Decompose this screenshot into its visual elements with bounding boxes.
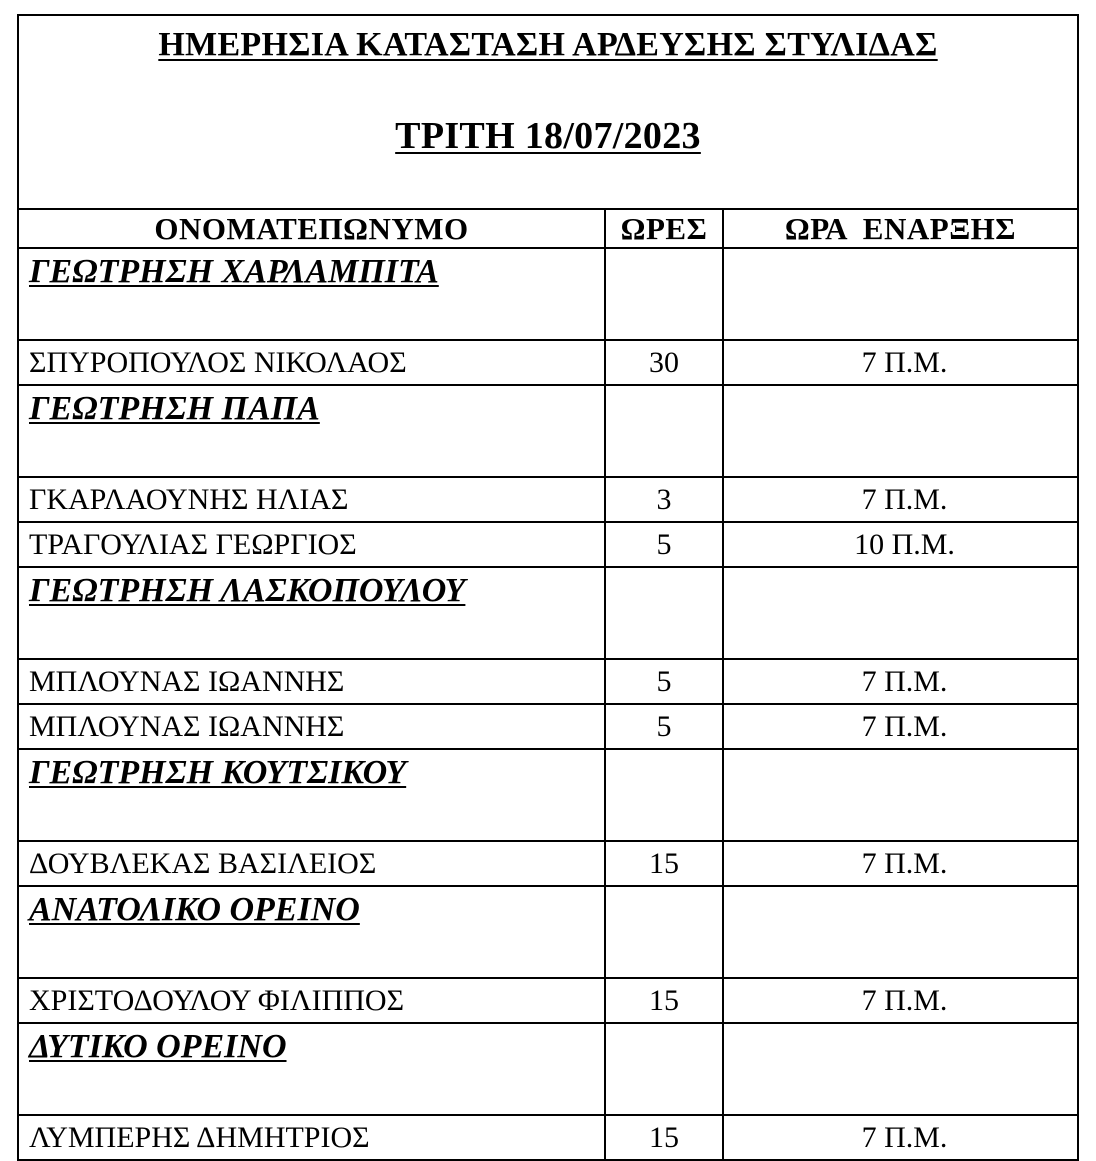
title-cell (18, 15, 1078, 209)
column-header-row (18, 209, 1078, 248)
table-row (18, 1115, 1078, 1160)
group-hours-cell (605, 385, 723, 477)
group-label: ΔΥΤΙΚΟ ΟΡΕΙΝΟ (29, 1028, 287, 1065)
start-time-cell: 7 Π.Μ. (723, 704, 1078, 749)
table-row (18, 477, 1078, 522)
group-name-cell (18, 1023, 605, 1115)
group-row (18, 1023, 1078, 1115)
group-start-cell (723, 749, 1078, 841)
group-hours-cell (605, 886, 723, 978)
schedule-body (18, 15, 1078, 1160)
group-hours-cell (605, 749, 723, 841)
table-row (18, 704, 1078, 749)
column-header-hours: ΩΡΕΣ (605, 209, 723, 248)
group-name-cell (18, 567, 605, 659)
start-time-cell: 7 Π.Μ. (723, 841, 1078, 886)
group-row (18, 248, 1078, 340)
hours-cell: 5 (605, 659, 723, 704)
group-label: ΓΕΩΤΡΗΣΗ ΚΟΥΤΣΙΚΟΥ (29, 754, 407, 791)
group-label: ΓΕΩΤΡΗΣΗ ΧΑΡΛΑΜΠΙΤΑ (29, 253, 439, 290)
person-name-cell: ΧΡΙΣΤΟΔΟΥΛΟΥ ΦΙΛΙΠΠΟΣ (18, 978, 605, 1023)
group-row (18, 749, 1078, 841)
group-start-cell (723, 886, 1078, 978)
group-start-cell (723, 567, 1078, 659)
hours-cell: 5 (605, 704, 723, 749)
group-hours-cell (605, 1023, 723, 1115)
person-name-cell: ΜΠΛΟΥΝΑΣ ΙΩΑΝΝΗΣ (18, 704, 605, 749)
group-label: ΑΝΑΤΟΛΙΚΟ ΟΡΕΙΝΟ (29, 891, 360, 928)
title-row (18, 15, 1078, 209)
group-row (18, 385, 1078, 477)
person-name-cell: ΣΠΥΡΟΠΟΥΛΟΣ ΝΙΚΟΛΑΟΣ (18, 340, 605, 385)
person-name-cell: ΓΚΑΡΛΑΟΥΝΗΣ ΗΛΙΑΣ (18, 477, 605, 522)
person-name-cell: ΤΡΑΓΟΥΛΙΑΣ ΓΕΩΡΓΙΟΣ (18, 522, 605, 567)
person-name-cell: ΛΥΜΠΕΡΗΣ ΔΗΜΗΤΡΙΟΣ (18, 1115, 605, 1160)
group-name-cell (18, 886, 605, 978)
document-date: ΤΡΙΤΗ 18/07/2023 (395, 115, 701, 157)
start-time-cell: 7 Π.Μ. (723, 659, 1078, 704)
table-row (18, 522, 1078, 567)
group-name-cell (18, 385, 605, 477)
start-time-cell: 7 Π.Μ. (723, 477, 1078, 522)
table-row (18, 841, 1078, 886)
group-label: ΓΕΩΤΡΗΣΗ ΛΑΣΚΟΠΟΥΛΟΥ (29, 572, 466, 609)
table-row (18, 978, 1078, 1023)
group-start-cell (723, 385, 1078, 477)
hours-cell: 5 (605, 522, 723, 567)
group-start-cell (723, 1023, 1078, 1115)
start-time-cell: 7 Π.Μ. (723, 340, 1078, 385)
document-title: ΗΜΕΡΗΣΙΑ ΚΑΤΑΣΤΑΣΗ ΑΡΔΕΥΣΗΣ ΣΤΥΛΙΔΑΣ (158, 26, 938, 63)
hours-cell: 30 (605, 340, 723, 385)
group-hours-cell (605, 248, 723, 340)
hours-cell: 15 (605, 1115, 723, 1160)
start-time-cell: 7 Π.Μ. (723, 1115, 1078, 1160)
hours-cell: 15 (605, 978, 723, 1023)
person-name-cell: ΔΟΥΒΛΕΚΑΣ ΒΑΣΙΛΕΙΟΣ (18, 841, 605, 886)
table-row (18, 659, 1078, 704)
column-header-name: ΟΝΟΜΑΤΕΠΩΝΥΜΟ (18, 209, 605, 248)
start-time-cell: 7 Π.Μ. (723, 978, 1078, 1023)
group-name-cell (18, 749, 605, 841)
group-start-cell (723, 248, 1078, 340)
hours-cell: 15 (605, 841, 723, 886)
irrigation-schedule-table (17, 14, 1079, 1161)
start-time-cell: 10 Π.Μ. (723, 522, 1078, 567)
group-row (18, 567, 1078, 659)
group-name-cell (18, 248, 605, 340)
person-name-cell: ΜΠΛΟΥΝΑΣ ΙΩΑΝΝΗΣ (18, 659, 605, 704)
column-header-start: ΩΡΑ ΕΝΑΡΞΗΣ (723, 209, 1078, 248)
table-row (18, 340, 1078, 385)
group-row (18, 886, 1078, 978)
group-hours-cell (605, 567, 723, 659)
group-label: ΓΕΩΤΡΗΣΗ ΠΑΠΑ (29, 390, 320, 427)
hours-cell: 3 (605, 477, 723, 522)
